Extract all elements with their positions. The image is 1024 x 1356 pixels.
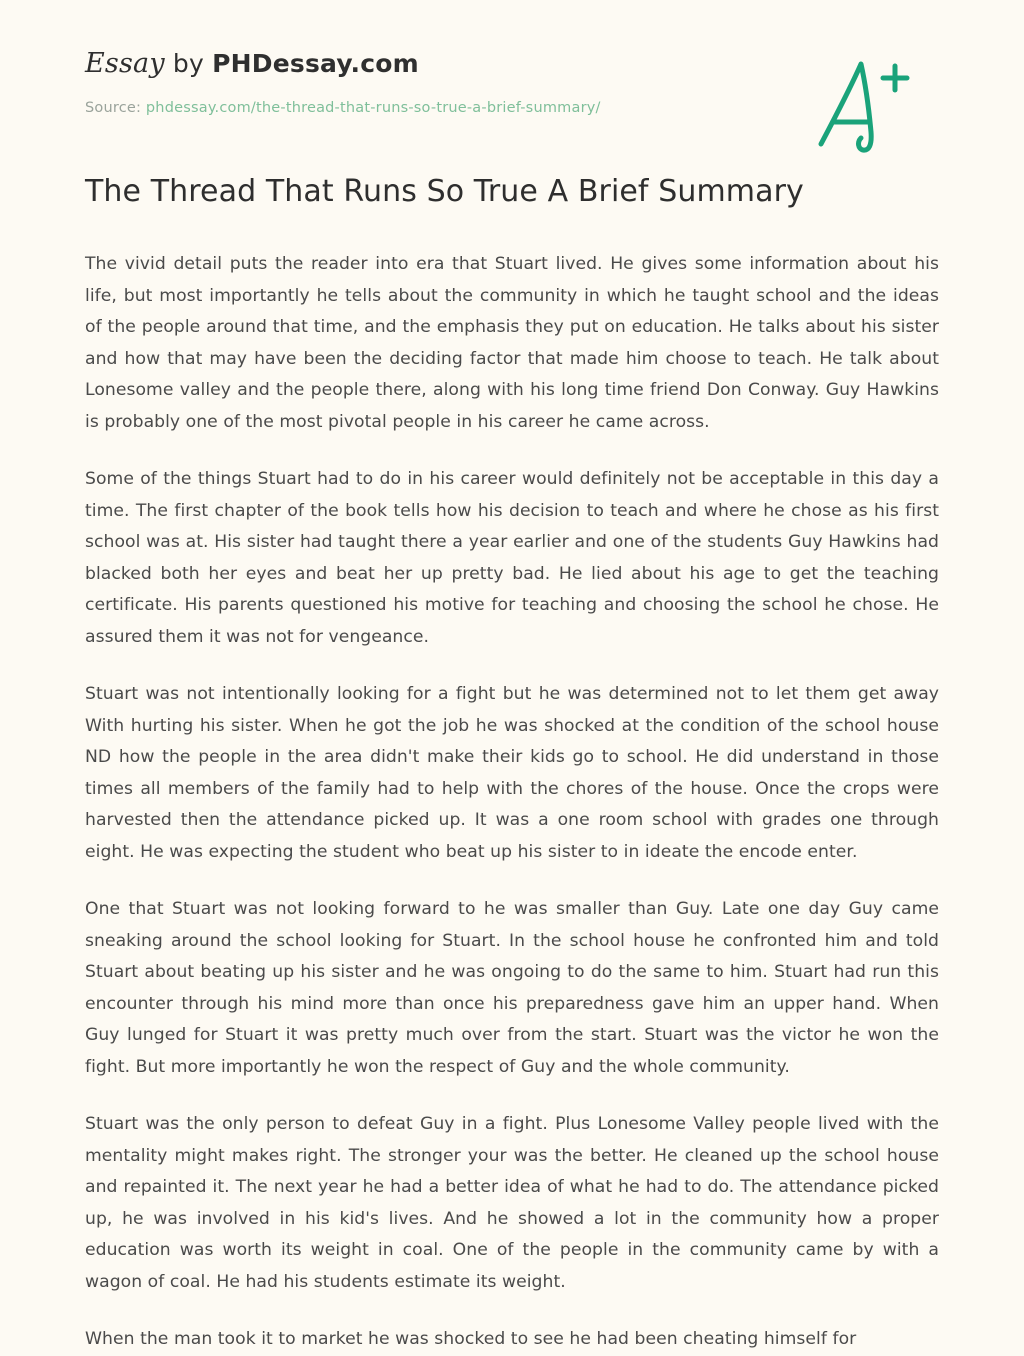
page-header: [85, 0, 939, 116]
paragraph: Stuart was the only person to defeat Guy in a fight. Plus Lonesome Valley people lived with the mentality might makes right. The stronger your was the better. He cleaned up the school house and repainted it. The next year he had a better idea of what he had to do. The attendance picked up, he was involved in his kid's lives. And he showed a lot in the community how a proper education was worth its weight in coal. One of the people in the community came by with a wagon of coal. He had his students estimate its weight.: [85, 1114, 939, 1292]
paragraph: The vivid detail puts the reader into era that Stuart lived. He gives some information about his life, but most importantly he tells about the community in which he taught school and the ideas of the people around that time, and the emphasis they put on education. He talks about his sister and how that may have been the deciding factor that made him choose to teach. He talk about Lonesome valley and the people there, along with his long time friend Don Conway. Guy Hawkins is probably one of the most pivotal people in his career he came across.: [85, 254, 939, 432]
source-label: Source:: [85, 100, 142, 117]
paragraph: Some of the things Stuart had to do in his career would definitely not be acceptable in this day a time. The first chapter of the book tells how his decision to teach and where he chose as his first school was at. His sister had taught there a year earlier and one of the students Guy Hawkins had blacked both her eyes and beat her up pretty bad. He lied about his age to get the teaching certificate. His parents questioned his motive for teaching and choosing the school he chose. He assured them it was not for vengeance.: [85, 469, 939, 647]
source-link[interactable]: phdessay.com/the-thread-that-runs-so-true-a-brief-summary/: [145, 100, 601, 117]
brand-site-text: PHDessay.com: [212, 49, 419, 78]
paragraph: One that Stuart was not looking forward to he was smaller than Guy. Late one day Guy came sneaking around the school looking for Stuart. In the school house he confronted him and told Stuart about beating up his sister and he was ongoing to do the same to him. Stuart had run this encounter through his mind more than once his preparedness gave him an upper hand. When Guy lunged for Stuart it was pretty much over from the start. Stuart was the victor he won the fight. But more importantly he won the respect of Guy and the whole community.: [85, 899, 939, 1077]
phdessay-logo-icon: [809, 52, 919, 157]
page-title: The Thread That Runs So True A Brief Summary: [85, 174, 804, 210]
brand-essay-text: Essay: [85, 48, 165, 79]
article-body: [85, 249, 939, 1356]
paragraph: Stuart was not intentionally looking for a fight but he was determined not to let them get away With hurting his sister. When he got the job he was shocked at the condition of the school house ND how the people in the area didn't make their kids go to school. He did understand in those times all members of the family had to help with the chores of the house. Once the crops were harvested then the attendance picked up. It was a one room school with grades one through eight. He was expecting the student who beat up his sister to in ideate the encode enter.: [85, 684, 939, 862]
brand-by-text: by: [164, 49, 213, 78]
paragraph: When the man took it to market he was shocked to see he had been cheating himself for: [85, 1329, 857, 1350]
